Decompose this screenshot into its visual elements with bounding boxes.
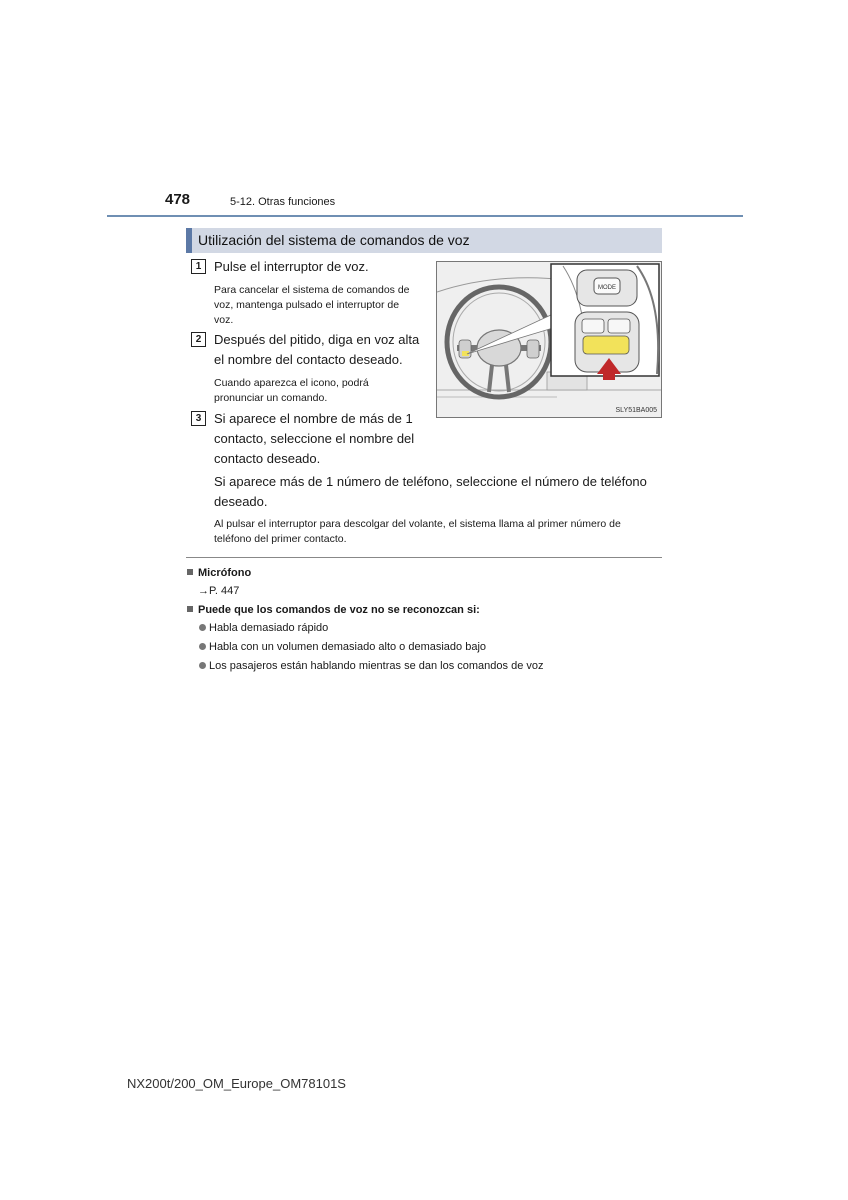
note-heading-microphone	[187, 567, 251, 579]
note-list-item	[199, 641, 486, 653]
step-2-text	[214, 330, 426, 370]
step-1-note-line: voz.	[214, 314, 234, 326]
step-3-extra-line: deseado.	[214, 494, 268, 509]
step-3-note	[214, 517, 662, 547]
step-1-note-line: Para cancelar el sistema de comandos de	[214, 284, 410, 296]
step-2-note	[214, 376, 424, 406]
step-3-line: contacto deseado.	[214, 451, 321, 466]
step-3-line: contacto, seleccione el nombre del	[214, 431, 415, 446]
steering-wheel-illustration	[436, 261, 662, 418]
step-2-note-line: pronunciar un comando.	[214, 392, 328, 404]
bullet-dot-icon	[199, 643, 206, 650]
page-number: 478	[165, 191, 191, 208]
step-1-note-line: voz, mantenga pulsado el interruptor de	[214, 299, 400, 311]
figure-code: SLY51BA005	[615, 407, 657, 414]
step-2-line: Después del pitido, diga en voz alta	[214, 332, 420, 347]
mode-button-label: MODE	[598, 285, 616, 291]
step-1-note	[214, 283, 424, 328]
square-bullet-icon	[187, 569, 193, 575]
section-title-bar	[186, 228, 662, 253]
step-2-number: 2	[191, 332, 206, 347]
section-label: 5-12. Otras funciones	[230, 196, 336, 208]
note-list-item	[199, 622, 328, 634]
step-1-number: 1	[191, 259, 206, 274]
note-list-item	[199, 660, 544, 672]
note-heading-text: Micrófono	[198, 567, 252, 579]
illustration-drawing	[437, 262, 662, 418]
square-bullet-icon	[187, 606, 193, 612]
step-3-extra	[214, 472, 662, 512]
content-separator	[186, 557, 662, 558]
note-heading-recognition	[187, 604, 480, 616]
section-title: Utilización del sistema de comandos de voz	[198, 232, 470, 248]
note-heading-text: Puede que los comandos de voz no se reconozcan si:	[198, 604, 480, 616]
step-2-line: el nombre del contacto deseado.	[214, 352, 403, 367]
bullet-dot-icon	[199, 662, 206, 669]
note-list-item-text: Habla demasiado rápido	[209, 622, 329, 634]
step-3-text	[214, 409, 426, 469]
step-3-extra-line: Si aparece más de 1 número de teléfono, seleccione el número de teléfono	[214, 474, 647, 489]
step-3-note-line: teléfono del primer contacto.	[214, 533, 347, 545]
note-list-item-text: Los pasajeros están hablando mientras se dan los comandos de voz	[209, 660, 544, 672]
bullet-dot-icon	[199, 624, 206, 631]
step-1-line: Pulse el interruptor de voz.	[214, 259, 369, 274]
document-footer: NX200t/200_OM_Europe_OM78101S	[127, 1076, 346, 1091]
step-1-text	[214, 257, 426, 277]
note-reference: →P. 447	[198, 585, 240, 597]
step-3-note-line: Al pulsar el interruptor para descolgar del volante, el sistema llama al primer número de	[214, 518, 621, 530]
step-2-note-line: Cuando aparezca el icono, podrá	[214, 377, 369, 389]
step-3-number: 3	[191, 411, 206, 426]
note-list-item-text: Habla con un volumen demasiado alto o demasiado bajo	[209, 641, 487, 653]
step-3-line: Si aparece el nombre de más de 1	[214, 411, 413, 426]
header-rule	[107, 215, 743, 217]
